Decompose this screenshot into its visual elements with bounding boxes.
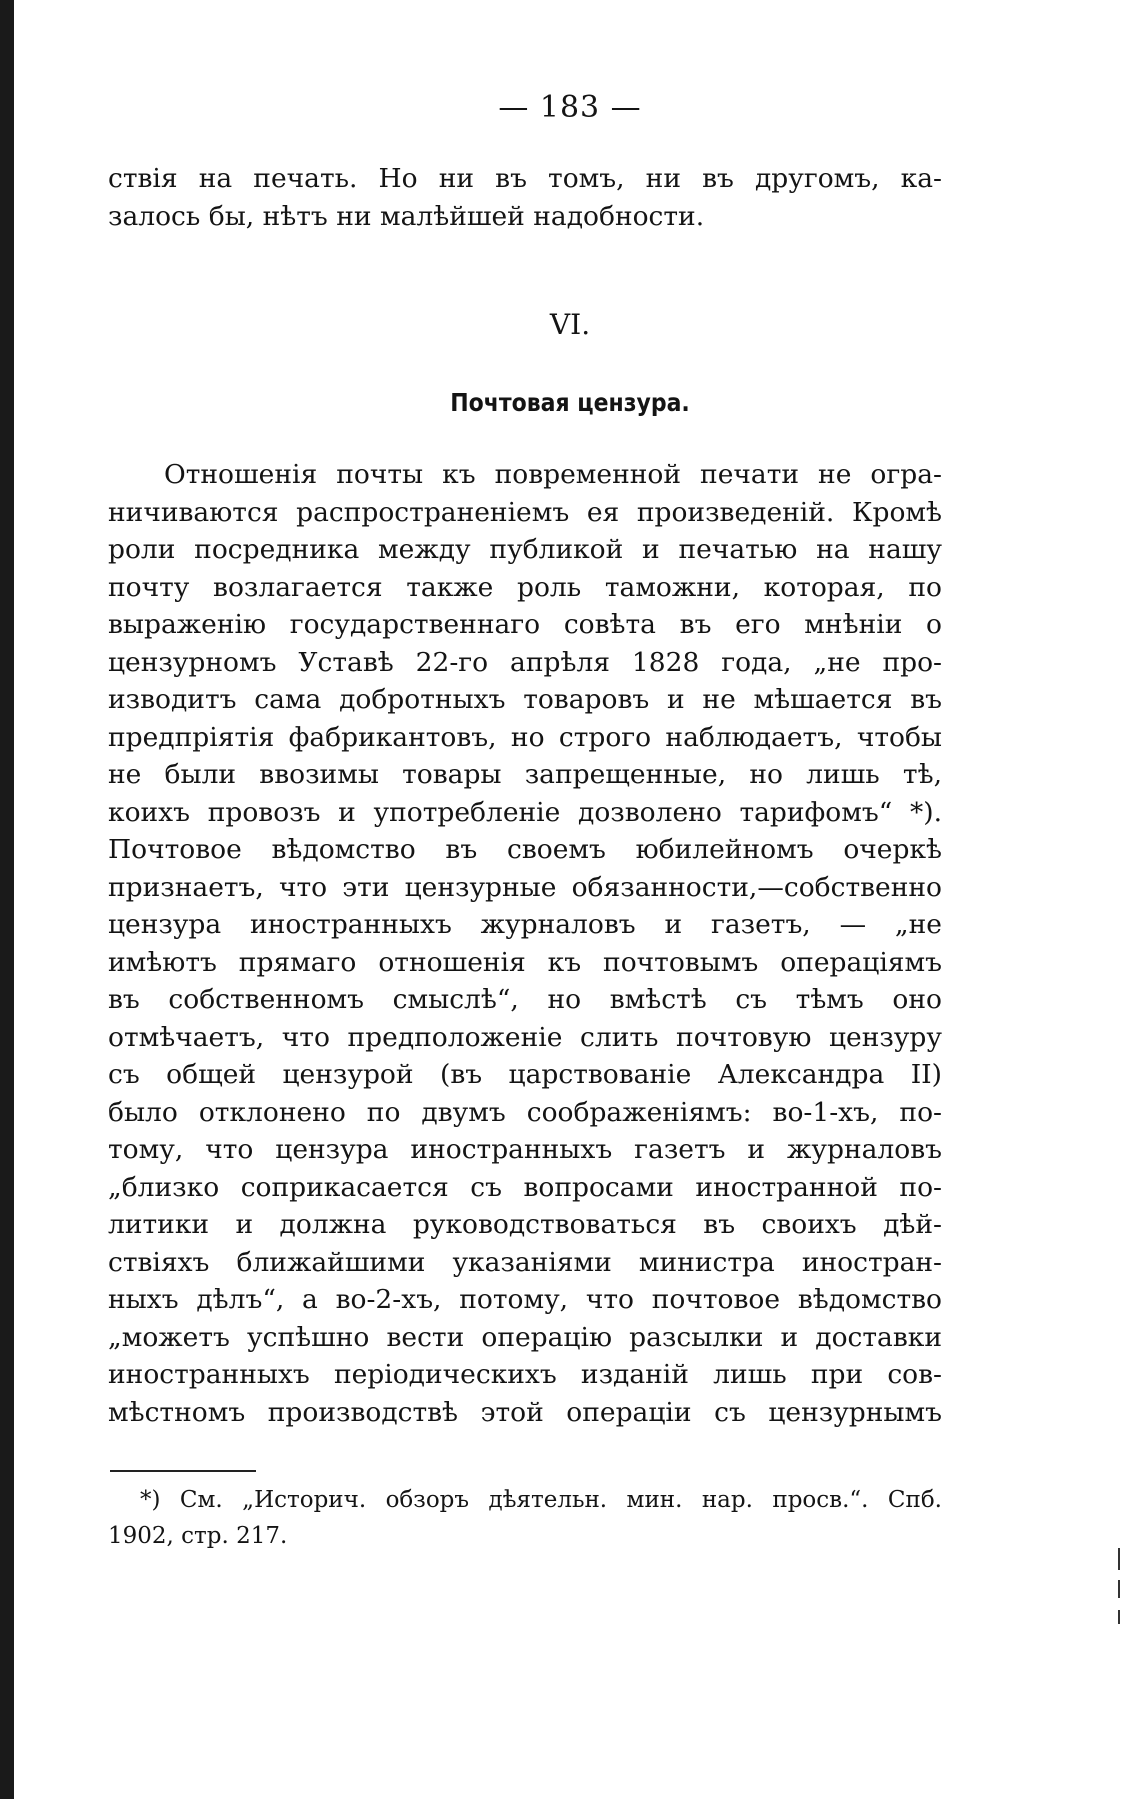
carryover-paragraph [108,160,942,235]
text-line-content: Отношенія почты къ повременной печати не огра- [164,459,942,490]
footnote-line: 1902, стр. 217. [108,1523,288,1549]
scan-mark [1118,1610,1120,1624]
footnote [108,1482,942,1554]
text-line: роли посредника между публикой и печатью на нашу [108,534,942,565]
text-line: коихъ провозъ и употребленіе дозволено тарифомъ“ *). [108,796,942,828]
text-line: съ общей цензурой (въ царствованіе Александра II) [108,1059,942,1090]
footnote-line [108,1482,942,1518]
text-line: цензурномъ Уставѣ 22-го апрѣля 1828 года, „не про- [108,646,942,678]
text-line: предпріятія фабрикантовъ, но строго наблюдаетъ, чтобы [108,721,942,753]
text-line: признаетъ, что эти цензурные обязанности,—собственно [108,871,942,903]
text-line: выраженію государственнаго совѣта въ его мнѣніи о [108,609,942,640]
text-line: тому, что цензура иностранныхъ газетъ и журналовъ [108,1134,942,1165]
scan-mark [1118,1580,1120,1598]
text-line: почту возлагается также роль таможни, которая, по [108,571,942,603]
text-line: ныхъ дѣлъ“, а во-2-хъ, потому, что почтовое вѣдомство [108,1284,942,1315]
footnote-separator [110,1470,256,1472]
scan-mark [1118,1548,1120,1570]
text-line: было отклонено по двумъ соображеніямъ: во-1-хъ, по- [108,1096,942,1128]
text-line-first [108,456,942,494]
text-line: ствіяхъ ближайшими указаніями министра иностран- [108,1246,942,1278]
page-number: — 183 — [498,90,642,125]
section-numeral: VI. [549,308,591,341]
text-line: иностранныхъ періодическихъ изданій лишь при сов- [108,1359,942,1390]
text-line: литики и должна руководствоваться въ своихъ дѣй- [108,1209,942,1240]
text-line: ствія на печать. Но ни въ томъ, ни въ другомъ, ка- [108,163,942,194]
section-title: Почтовая цензура. [450,388,690,417]
footnote-line-content: *) См. „Историч. обзоръ дѣятельн. мин. нар. просв.“. Спб. [140,1487,942,1513]
text-line: цензура иностранныхъ журналовъ и газетъ, — „не [108,909,942,940]
text-line: Почтовое вѣдомство въ своемъ юбилейномъ очеркѣ [108,834,942,865]
body-paragraph [108,456,942,1431]
text-line: въ собственномъ смыслѣ“, но вмѣстѣ съ тѣмъ оно [108,984,942,1015]
text-line: залось бы, нѣтъ ни малѣйшей надобности. [108,200,705,232]
text-line: имѣютъ прямаго отношенія къ почтовымъ операціямъ [108,946,942,978]
text-line: ничиваются распространеніемъ ея произведеній. Кромѣ [108,496,942,528]
text-line: отмѣчаетъ, что предположеніе слить почтовую цензуру [108,1021,942,1053]
text-line: не были ввозимы товары запрещенные, но лишь тѣ, [108,759,942,790]
page-binding-edge [0,0,14,1799]
text-line: мѣстномъ производствѣ этой операціи съ цензурнымъ [108,1396,942,1428]
text-line: „близко соприкасается съ вопросами иностранной по- [108,1171,942,1203]
text-line: изводитъ сама добротныхъ товаровъ и не мѣшается въ [108,684,942,715]
text-line: „можетъ успѣшно вести операцію разсылки и доставки [108,1321,942,1353]
